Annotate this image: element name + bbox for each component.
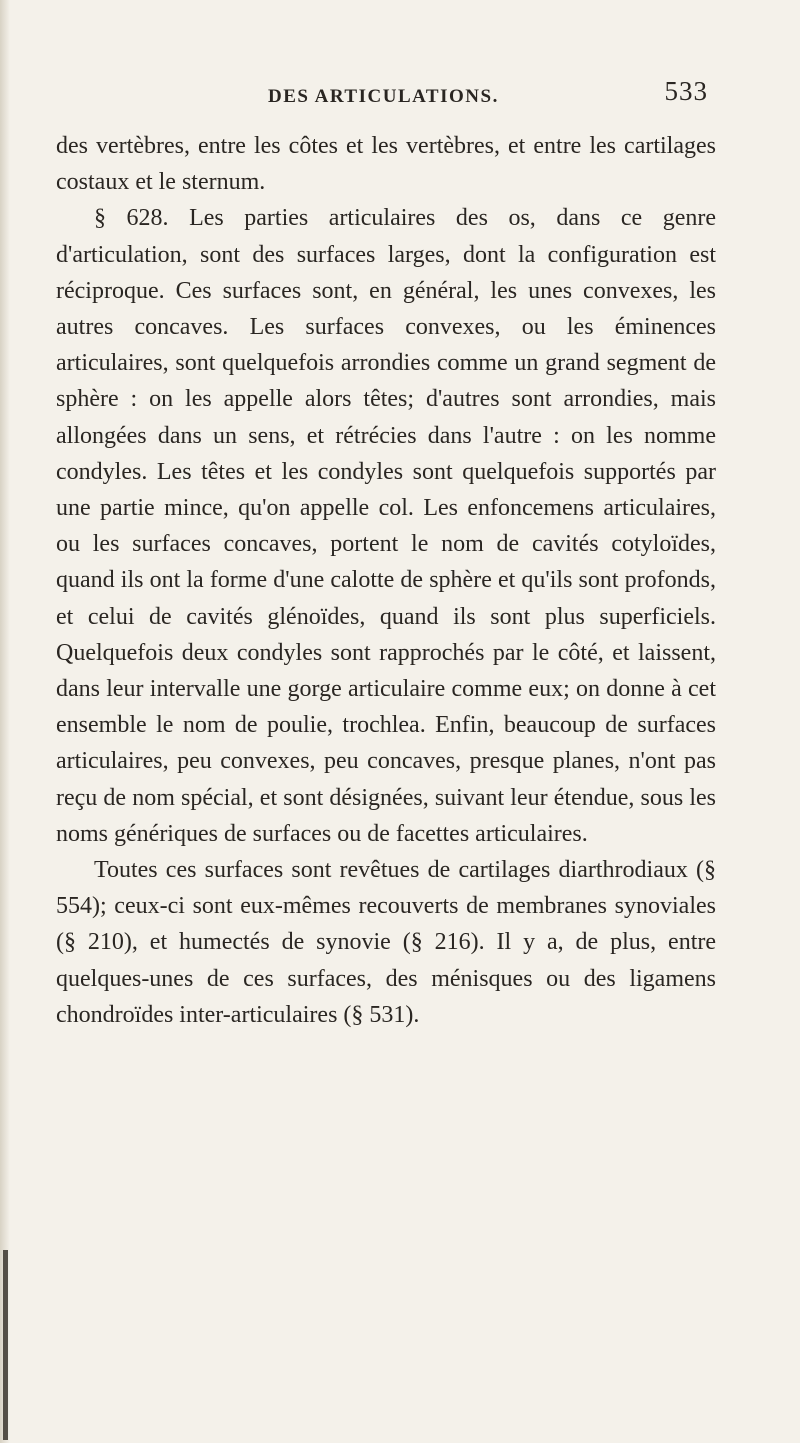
paragraph-628: § 628. Les parties articulaires des os, dans ce genre d'articulation, sont des surfaces larges, dont la configuration est réciproque. Ces surfaces sont, en général, les unes convexes, les autres concaves. Les surfaces convexes, ou les éminences articulaires, sont quelquefois arrondies comme un grand segment de sphère : on les appelle alors têtes; d'autres sont arrondies, mais allongées dans un sens, et rétrécies dans l'autre : on les nomme condyles. Les têtes et les condyles sont quelquefois supportés par une partie mince, qu'on appelle col. Les enfoncemens articulaires, ou les surfaces concaves, portent le nom de cavités cotyloïdes, quand ils ont la forme d'une calotte de sphère et qu'ils sont profonds, et celui de cavités glénoïdes, quand ils sont plus superficiels. Quelquefois deux condyles sont rapprochés par le côté, et laissent, dans leur intervalle une gorge articulaire comme eux; on donne à cet ensemble le nom de poulie, trochlea. Enfin, beaucoup de surfaces articulaires, peu convexes, peu concaves, presque planes, n'ont pas reçu de nom spécial, et sont désignées, suivant leur étendue, sous les noms génériques de surfaces ou de facettes articulaires. <box>56 205 716 847</box>
page-left-edge <box>0 0 10 1443</box>
page-number: 533 <box>664 76 708 106</box>
body-text <box>56 128 716 1033</box>
binding-mark <box>3 1250 8 1440</box>
paragraph-cartilages: Toutes ces surfaces sont revêtues de cartilages diarthrodiaux (§ 554); ceux-ci sont eux-mêmes recouverts de membranes synoviales (§ 210), et humectés de synovie (§ 216). Il y a, de plus, entre quelques-unes de ces surfaces, des ménisques ou des ligamens chondroïdes inter-articulaires (§ 531). <box>56 857 716 1028</box>
paragraph-continuation: des vertèbres, entre les côtes et les vertèbres, et entre les cartilages costaux et le sternum. <box>56 133 716 196</box>
running-head: DES ARTICULATIONS. <box>268 86 499 107</box>
